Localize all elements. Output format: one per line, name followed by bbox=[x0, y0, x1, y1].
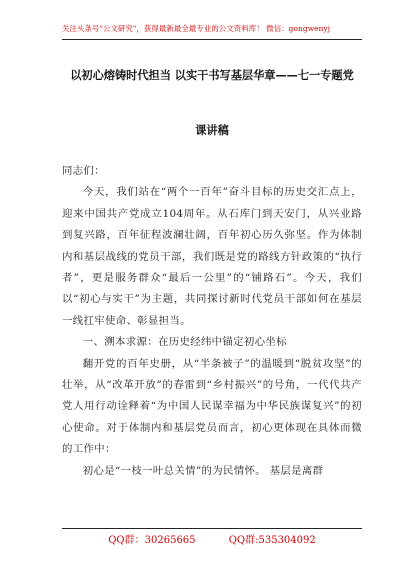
document-title: 以初心熔铸时代担当 以实干书写基层华章——七一专题党 bbox=[70, 69, 354, 82]
footer-qq-group-left: QQ群：30265665 bbox=[108, 535, 196, 546]
greeting: 同志们： bbox=[62, 165, 105, 177]
footer-divider bbox=[62, 528, 362, 529]
document-body bbox=[62, 161, 362, 482]
document-title-continued: 课讲稿 bbox=[195, 124, 229, 137]
footer-contact bbox=[62, 535, 362, 547]
header-divider bbox=[62, 39, 362, 40]
footer-qq-group-right: QQ群:535304092 bbox=[228, 535, 316, 546]
paragraph-people: 初心是“一枝一叶总关情”的为民情怀。 基层是离群 bbox=[82, 464, 324, 477]
paragraph-intro: 今天，我们站在“两个一百年”奋斗目标的历史交汇点上，迎来中国共产党成立104周年。从石库门到天安门，从兴业路到复兴路，百年征程波澜壮阔，百年初心历久弥坚。作为体制内和基层战线的党员干部，我们既是党的路线方针政策的“执行者”，更是服务群众“最后一公里”的“铺路石”。今天，我们以“初心与实干”为主题，共同探讨新时代党员干部如何在基层一线扛牢使命、彰显担当。 bbox=[62, 186, 362, 327]
paragraph-history: 翻开党的百年史册，从“半条被子”的温暖到“脱贫攻坚”的壮举，从“改革开放”的春雷到“乡村振兴”的号角，一代代共产党人用行动诠释着“为中国人民谋幸福为中华民族谋复兴”的初心使命。对于体制内和基层党员而言，初心更体现在具体而微的工作中： bbox=[62, 357, 362, 456]
header-banner: 关注头条号"公文研究"，获得最新最全最专业的公文资料库！ 微信：gongwenyj bbox=[62, 24, 331, 33]
section-heading-1: 一、溯本求源：在历史经纬中锚定初心坐标 bbox=[82, 336, 287, 349]
